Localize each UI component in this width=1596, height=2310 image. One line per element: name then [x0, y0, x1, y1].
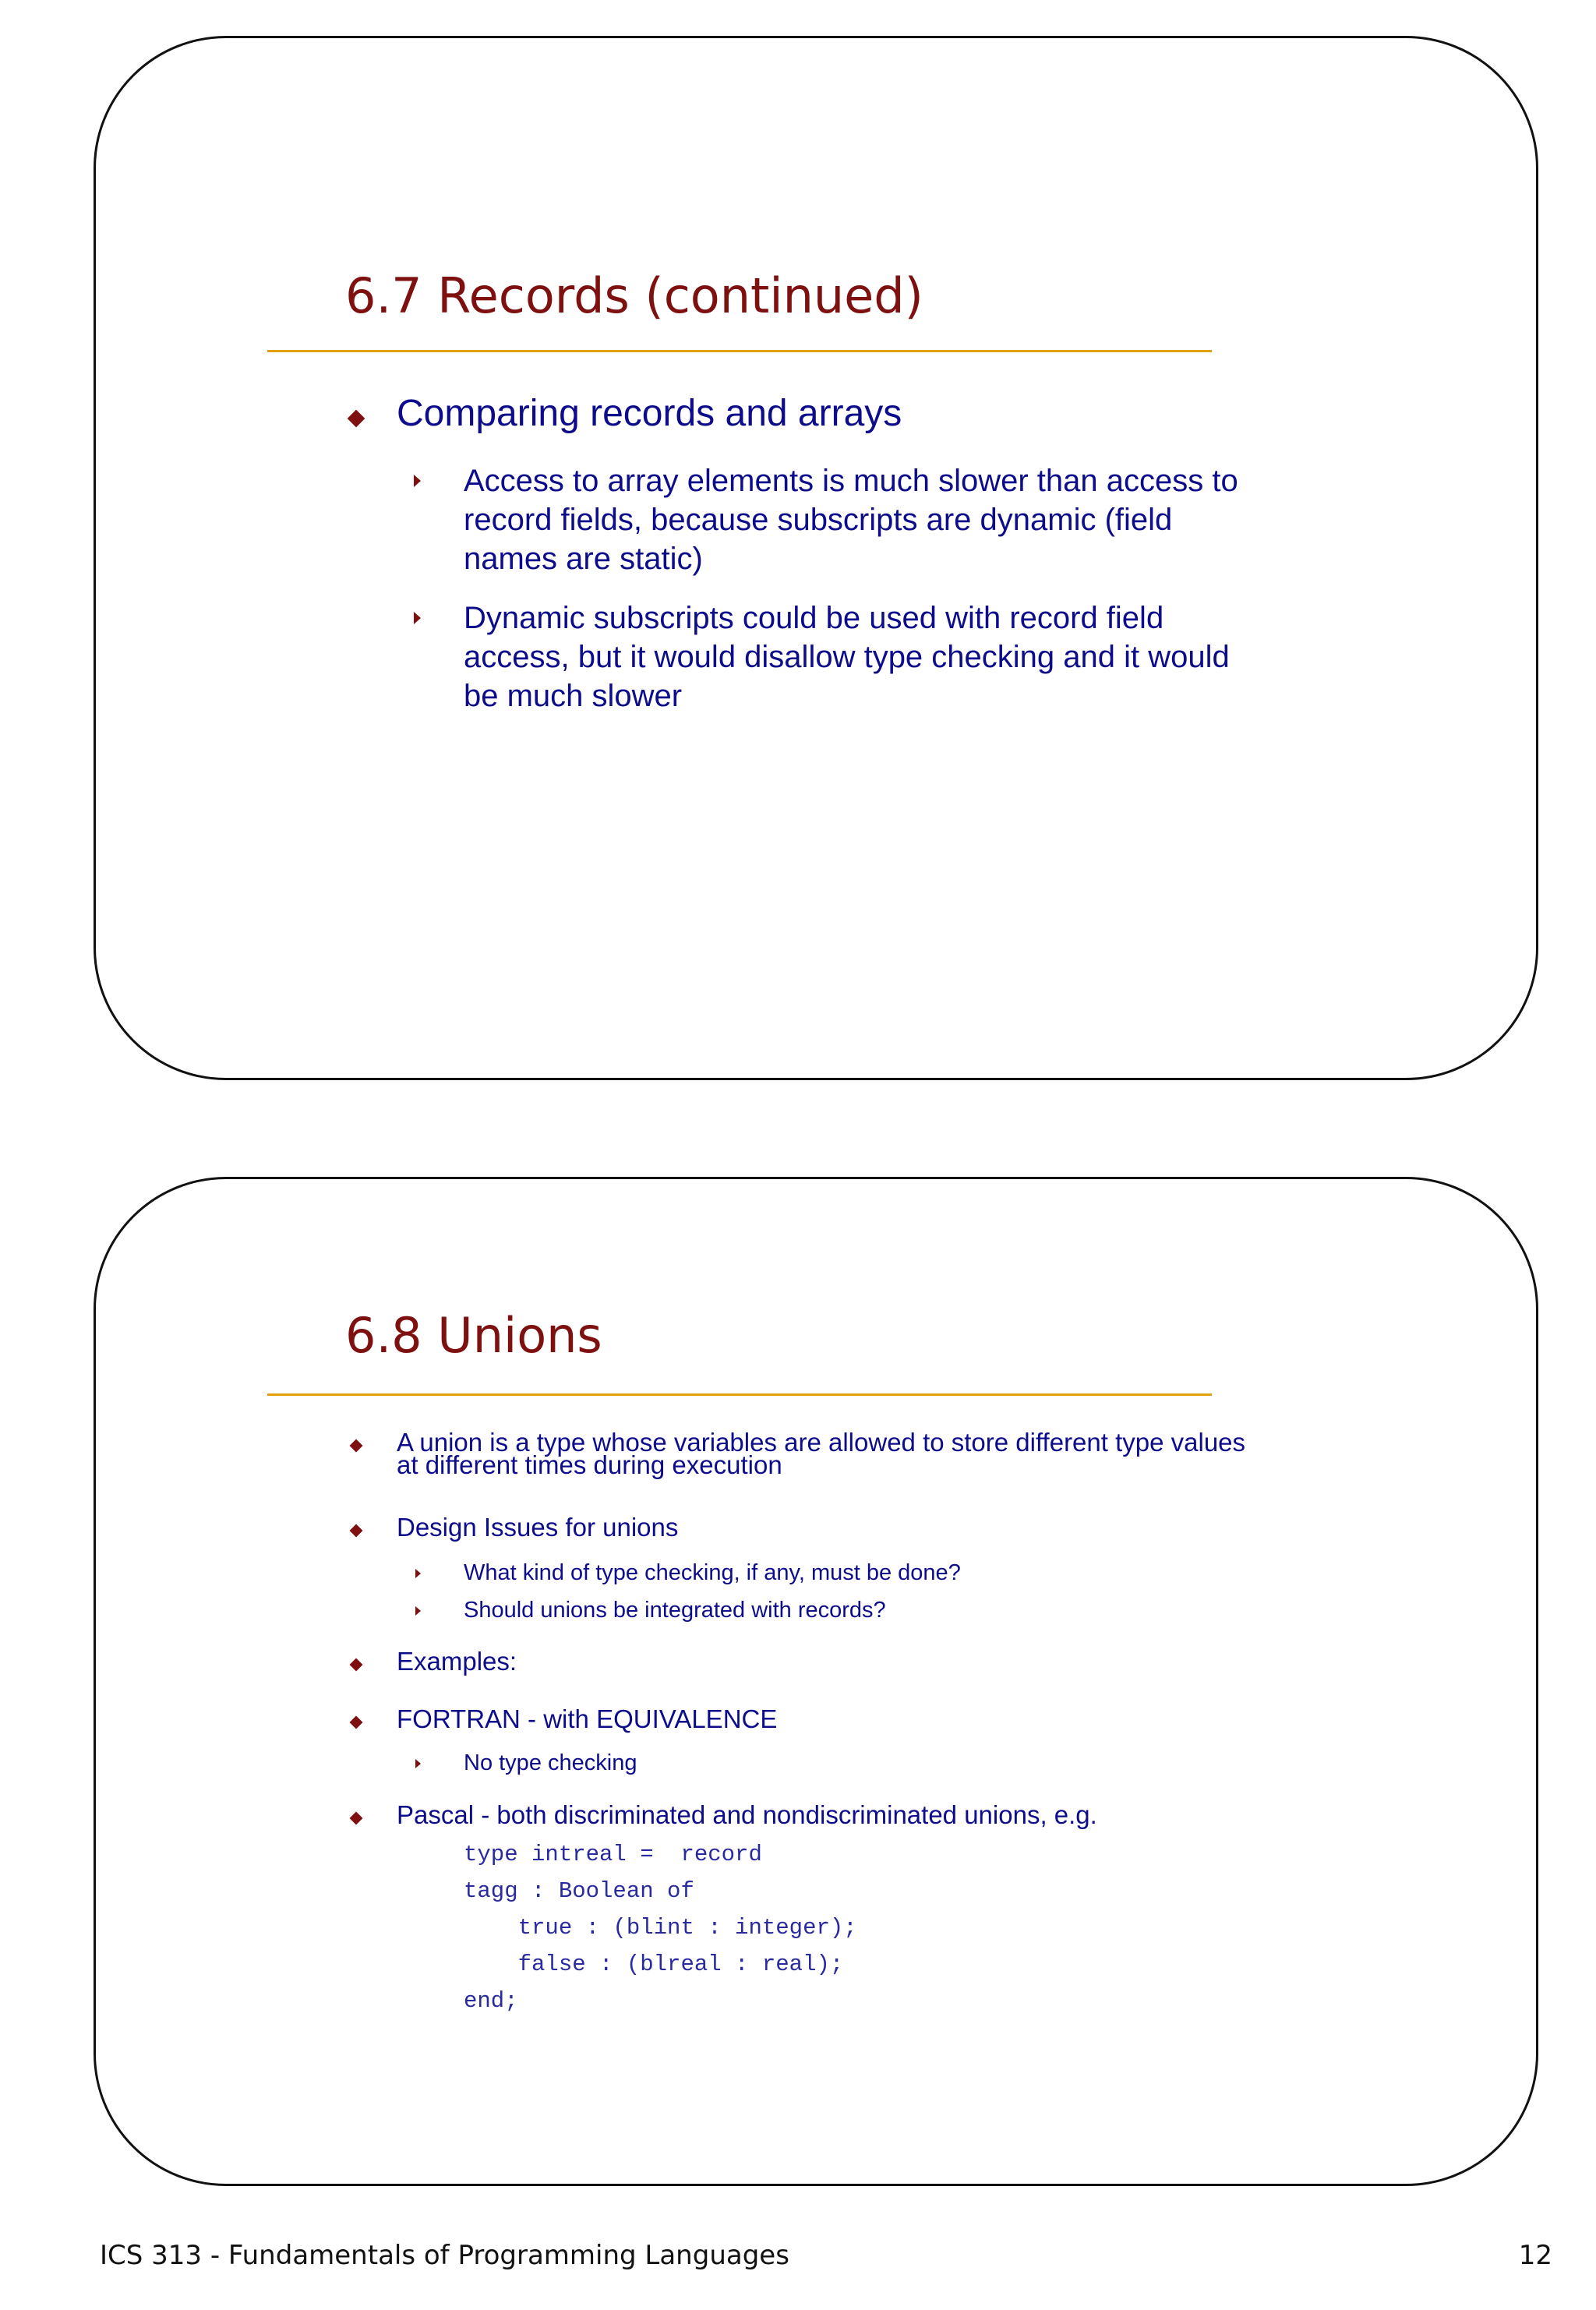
- text-line: Access to array elements is much slower than access to: [464, 464, 1238, 498]
- diamond-bullet-icon: [348, 410, 365, 428]
- diamond-bullet-icon: [350, 1524, 363, 1538]
- slide-records-continued: [94, 36, 1538, 1080]
- arrow-bullet-icon: [415, 1569, 421, 1578]
- code-line: end;: [464, 1988, 518, 2014]
- text-line: names are static): [464, 542, 703, 576]
- title-underline: [267, 1393, 1212, 1396]
- slide-title: 6.8 Unions: [345, 1307, 602, 1364]
- subbullet-integrate-records: Should unions be integrated with records?: [464, 1598, 886, 1623]
- diamond-bullet-icon: [350, 1716, 363, 1729]
- diamond-bullet-icon: [350, 1439, 363, 1453]
- arrow-bullet-icon: [414, 475, 421, 487]
- text-line: A union is a type whose variables are allowed to store different type values: [397, 1428, 1246, 1457]
- bullet-design-issues: Design Issues for unions: [397, 1513, 679, 1542]
- text-line: record fields, because subscripts are dynamic (field: [464, 503, 1173, 537]
- arrow-bullet-icon: [415, 1606, 421, 1616]
- bullet-examples: Examples:: [397, 1647, 517, 1676]
- bullet-comparing-records: Comparing records and arrays: [397, 393, 902, 434]
- arrow-bullet-icon: [414, 612, 421, 624]
- subbullet-type-checking: What kind of type checking, if any, must be done?: [464, 1560, 961, 1585]
- text-line: at different times during execution: [397, 1450, 782, 1479]
- page-number: 12: [1518, 2240, 1552, 2271]
- code-line: false : (blreal : real);: [464, 1951, 844, 1977]
- code-line: type intreal = record: [464, 1842, 762, 1867]
- text-line: access, but it would disallow type checking and it would: [464, 640, 1230, 674]
- title-underline: [267, 350, 1212, 352]
- bullet-union-definition: [397, 1428, 1246, 1479]
- bullet-fortran: FORTRAN - with EQUIVALENCE: [397, 1704, 778, 1733]
- arrow-bullet-icon: [415, 1759, 421, 1768]
- diamond-bullet-icon: [350, 1658, 363, 1672]
- slide-title: 6.7 Records (continued): [345, 267, 923, 324]
- text-line: be much slower: [464, 679, 683, 713]
- footer-course-title: ICS 313 - Fundamentals of Programming Languages: [100, 2240, 789, 2271]
- code-line: true : (blint : integer);: [464, 1915, 857, 1941]
- text-line: Dynamic subscripts could be used with record field: [464, 601, 1164, 635]
- slide-unions: [94, 1177, 1538, 2186]
- subbullet-array-access: [464, 461, 1238, 578]
- code-line: tagg : Boolean of: [464, 1878, 694, 1904]
- diamond-bullet-icon: [350, 1812, 363, 1825]
- subbullet-no-type-checking: No type checking: [464, 1750, 637, 1775]
- bullet-pascal: Pascal - both discriminated and nondiscriminated unions, e.g.: [397, 1800, 1097, 1829]
- subbullet-dynamic-subscripts: [464, 599, 1230, 715]
